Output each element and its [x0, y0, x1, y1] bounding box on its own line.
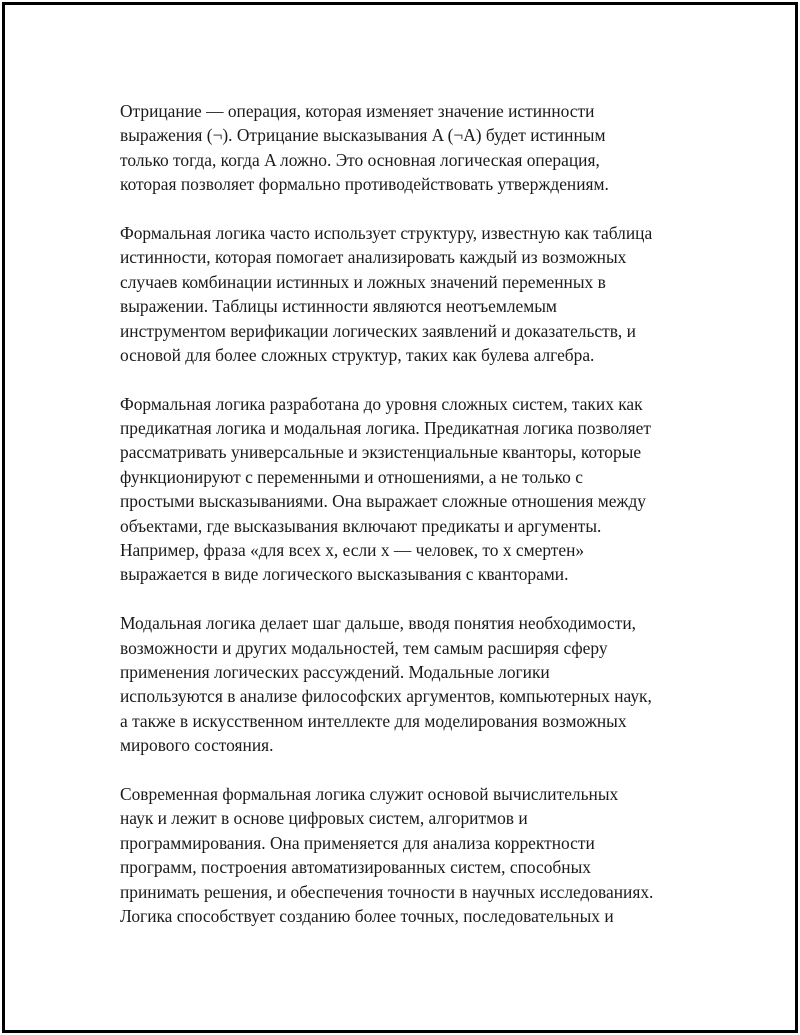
text-line: только тогда, когда A ложно. Это основная логическая операция,	[120, 149, 600, 170]
text-line: а также в искусственном интеллекте для моделирования возможных	[120, 710, 627, 731]
text-line: применения логических рассуждений. Модальные логики	[120, 661, 550, 682]
text-line: Формальная логика часто использует структуру, известную как таблица	[120, 222, 653, 243]
text-line: Отрицание — операция, которая изменяет значение истинности	[120, 101, 595, 121]
text-line: рассматривать универсальные и экзистенциальные кванторы, которые	[120, 442, 642, 463]
text-line: принимать решения, и обеспечения точности в научных исследованиях.	[120, 881, 654, 902]
paragraph-predicate-logic	[120, 392, 700, 587]
text-line: Модальная логика делает шаг дальше, вводя понятия необходимости,	[120, 613, 636, 634]
text-line: инструментом верификации логических заявлений и доказательств, и	[120, 320, 636, 341]
text-line: выражается в виде логического высказывания с кванторами.	[120, 564, 569, 585]
text-line: простыми высказываниями. Она выражает сложные отношения между	[120, 491, 646, 512]
text-line: Формальная логика разработана до уровня сложных систем, таких как	[120, 393, 643, 414]
text-line: выражении. Таблицы истинности являются неотъемлемым	[120, 296, 557, 317]
text-line: которая позволяет формально противодействовать утверждениям.	[120, 174, 609, 195]
paragraph-negation	[120, 99, 700, 197]
text-line: Например, фраза «для всех x, если x — человек, то x смертен»	[120, 540, 585, 561]
text-line: истинности, которая помогает анализировать каждый из возможных	[120, 247, 627, 268]
text-line: Логика способствует созданию более точных, последовательных и	[120, 905, 614, 926]
text-line: используются в анализе философских аргументов, компьютерных наук,	[120, 686, 652, 707]
text-line: выражения (¬). Отрицание высказывания A (¬A) будет истинным	[120, 125, 606, 146]
paragraph-truth-tables	[120, 221, 700, 367]
text-line: основой для более сложных структур, таких как булева алгебра.	[120, 344, 595, 365]
text-line: наук и лежит в основе цифровых систем, алгоритмов и	[120, 808, 528, 829]
text-line: программирования. Она применяется для анализа корректности	[120, 832, 595, 853]
paragraph-modal-logic	[120, 611, 700, 757]
text-line: программ, построения автоматизированных систем, способных	[120, 857, 591, 878]
text-line: возможности и других модальностей, тем самым расширяя сферу	[120, 637, 608, 658]
text-line: объектами, где высказывания включают предикаты и аргументы.	[120, 515, 602, 536]
text-line: функционируют с переменными и отношениями, а не только с	[120, 466, 583, 487]
document-body	[120, 99, 700, 953]
paragraph-modern-logic	[120, 782, 700, 928]
page-border	[2, 2, 798, 1033]
text-line: Современная формальная логика служит основой вычислительных	[120, 783, 619, 804]
text-line: предикатная логика и модальная логика. Предикатная логика позволяет	[120, 418, 651, 439]
text-line: мирового состояния.	[120, 735, 274, 756]
text-line: случаев комбинации истинных и ложных значений переменных в	[120, 271, 606, 292]
